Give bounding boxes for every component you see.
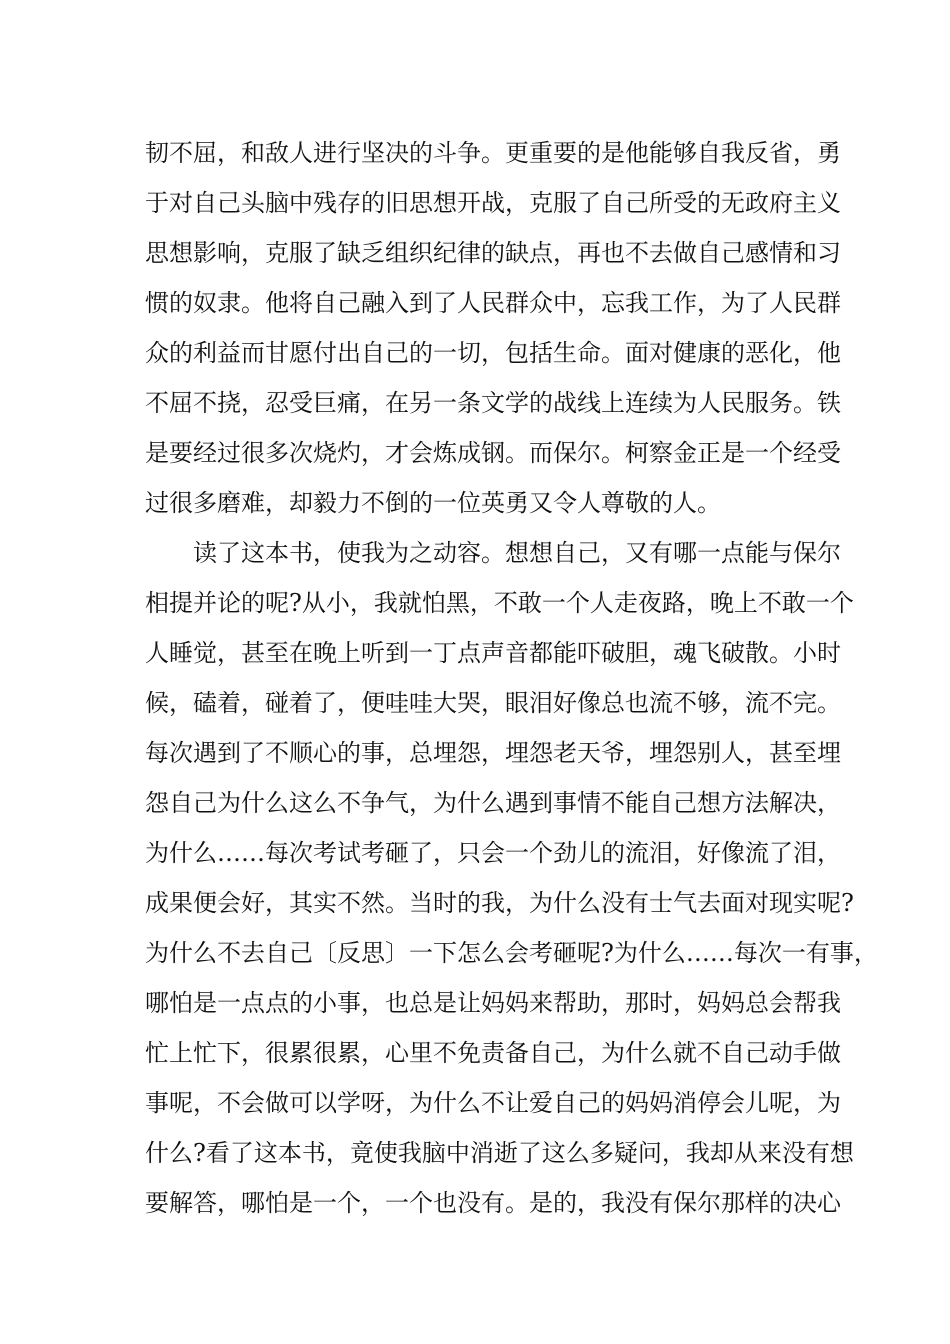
paragraph-line: 什么?看了这本书，竟使我脑中消逝了这么多疑问，我却从来没有想 [145, 1139, 854, 1167]
paragraph-2 [145, 528, 878, 1228]
paragraph-line: 过很多磨难，却毅力不倒的一位英勇又令人尊敬的人。 [145, 489, 721, 517]
paragraph-line: 为什么……每次考试考砸了，只会一个劲儿的流泪，好像流了泪， [145, 839, 841, 867]
paragraph-line: 人睡觉，甚至在晚上听到一丁点声音都能吓破胆，魂飞破散。小时 [145, 639, 841, 667]
paragraph-line: 为什么不去自己〔反思〕一下怎么会考砸呢?为什么……每次一有事， [145, 939, 878, 967]
paragraph-line: 于对自己头脑中残存的旧思想开战，克服了自己所受的无政府主义 [145, 189, 841, 217]
paragraph-1 [145, 128, 841, 528]
paragraph-line: 不屈不挠，忍受巨痛，在另一条文学的战线上连续为人民服务。铁 [145, 389, 841, 417]
paragraph-line: 韧不屈，和敌人进行坚决的斗争。更重要的是他能够自我反省，勇 [145, 139, 841, 167]
paragraph-line: 忙上忙下，很累很累，心里不免责备自己，为什么就不自己动手做 [145, 1039, 841, 1067]
paragraph-first-line: 读了这本书，使我为之动容。想想自己，又有哪一点能与保尔 [193, 539, 841, 567]
paragraph-line: 是要经过很多次烧灼，才会炼成钢。而保尔。柯察金正是一个经受 [145, 439, 841, 467]
paragraph-line: 思想影响，克服了缺乏组织纪律的缺点，再也不去做自己感情和习 [145, 239, 841, 267]
paragraph-line: 哪怕是一点点的小事，也总是让妈妈来帮助，那时，妈妈总会帮我 [145, 989, 841, 1017]
paragraph-line: 要解答，哪怕是一个，一个也没有。是的，我没有保尔那样的决心 [145, 1189, 841, 1217]
paragraph-line: 怨自己为什么这么不争气，为什么遇到事情不能自己想方法解决， [145, 789, 841, 817]
paragraph-line: 每次遇到了不顺心的事，总埋怨，埋怨老天爷，埋怨别人，甚至埋 [145, 739, 841, 767]
paragraph-line: 相提并论的呢?从小，我就怕黑，不敢一个人走夜路，晚上不敢一个 [145, 589, 854, 617]
document-body [145, 128, 878, 1228]
paragraph-line: 惯的奴隶。他将自己融入到了人民群众中，忘我工作，为了人民群 [145, 289, 841, 317]
paragraph-line: 候，磕着，碰着了，便哇哇大哭，眼泪好像总也流不够，流不完。 [145, 689, 841, 717]
paragraph-line: 成果便会好，其实不然。当时的我，为什么没有士气去面对现实呢? [145, 889, 854, 917]
paragraph-line: 事呢，不会做可以学呀，为什么不让爱自己的妈妈消停会儿呢，为 [145, 1089, 841, 1117]
paragraph-line: 众的利益而甘愿付出自己的一切，包括生命。面对健康的恶化，他 [145, 339, 841, 367]
